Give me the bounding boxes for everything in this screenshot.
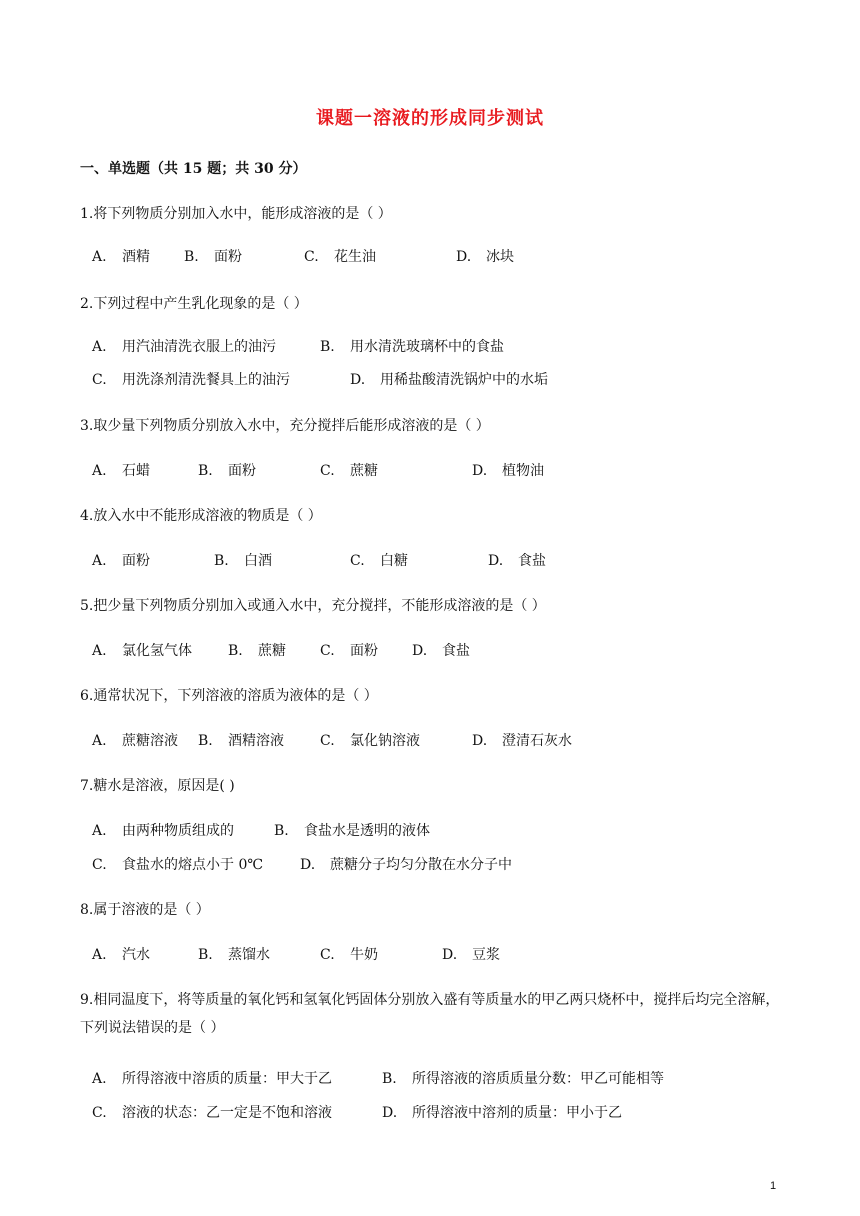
option-c: C. 白糖 — [350, 553, 408, 569]
option-c: C. 花生油 — [304, 249, 376, 265]
question-stem: 7.糖水是溶液，原因是( ) — [80, 778, 235, 794]
option-d: D. 豆浆 — [442, 947, 500, 963]
option-a: A. 用汽油清洗衣服上的油污 — [92, 339, 276, 355]
option-b: B. 所得溶液的溶质质量分数：甲乙可能相等 — [382, 1071, 664, 1087]
option-c: C. 用洗涤剂清洗餐具上的油污 — [92, 372, 290, 388]
option-a: A. 石蜡 — [92, 463, 150, 479]
option-row — [92, 640, 792, 660]
option-c: C. 蔗糖 — [320, 463, 378, 479]
option-d: D. 冰块 — [456, 249, 514, 265]
option-d: D. 蔗糖分子均匀分散在水分子中 — [300, 857, 512, 873]
option-row — [92, 369, 792, 389]
option-c: C. 氯化钠溶液 — [320, 733, 420, 749]
option-d: D. 食盐 — [412, 643, 470, 659]
question-stem: 5.把少量下列物质分别加入或通入水中，充分搅拌，不能形成溶液的是（ ） — [80, 598, 546, 614]
option-b: B. 蔗糖 — [228, 643, 286, 659]
option-d: D. 用稀盐酸清洗锅炉中的水垢 — [350, 372, 548, 388]
option-a: A. 氯化氢气体 — [92, 643, 192, 659]
option-row — [92, 336, 792, 356]
question-stem: 4.放入水中不能形成溶液的物质是（ ） — [80, 508, 322, 524]
option-b: B. 食盐水是透明的液体 — [274, 823, 430, 839]
option-row — [92, 460, 792, 480]
option-row — [92, 1102, 792, 1122]
option-d: D. 所得溶液中溶剂的质量：甲小于乙 — [382, 1105, 622, 1121]
question-stem: 6.通常状况下，下列溶液的溶质为液体的是（ ） — [80, 688, 378, 704]
option-b: B. 白酒 — [214, 553, 272, 569]
option-d: D. 澄清石灰水 — [472, 733, 572, 749]
option-c: C. 溶液的状态：乙一定是不饱和溶液 — [92, 1105, 332, 1121]
option-row — [92, 820, 792, 840]
option-a: A. 蔗糖溶液 — [92, 733, 178, 749]
option-row — [92, 944, 792, 964]
option-row — [92, 1068, 792, 1088]
section-heading: 一、单选题（共 15 题；共 30 分） — [80, 161, 307, 177]
question-stem: 8.属于溶液的是（ ） — [80, 902, 210, 918]
option-a: A. 由两种物质组成的 — [92, 823, 234, 839]
question-stem: 2.下列过程中产生乳化现象的是（ ） — [80, 296, 308, 312]
option-a: A. 酒精 — [92, 249, 150, 265]
option-a: A. 汽水 — [92, 947, 150, 963]
option-c: C. 食盐水的熔点小于 0℃ — [92, 857, 264, 873]
option-a: A. 所得溶液中溶质的质量：甲大于乙 — [92, 1071, 332, 1087]
option-b: B. 面粉 — [198, 463, 256, 479]
question-stem: 3.取少量下列物质分别放入水中，充分搅拌后能形成溶液的是（ ） — [80, 418, 490, 434]
option-row — [92, 730, 792, 750]
question-stem: 9.相同温度下，将等质量的氧化钙和氢氧化钙固体分别放入盛有等质量水的甲乙两只烧杯中，搅拌后均完全溶解，下列说法错误的是（ ） — [80, 992, 780, 1036]
option-a: A. 面粉 — [92, 553, 150, 569]
option-d: D. 食盐 — [488, 553, 546, 569]
option-b: B. 酒精溶液 — [198, 733, 284, 749]
option-b: B. 用水清洗玻璃杯中的食盐 — [320, 339, 504, 355]
page-title: 课题一溶液的形成同步测试 — [316, 108, 544, 129]
option-row — [92, 854, 792, 874]
option-c: C. 面粉 — [320, 643, 378, 659]
question-stem: 1.将下列物质分别加入水中，能形成溶液的是（ ） — [80, 206, 392, 222]
option-c: C. 牛奶 — [320, 947, 378, 963]
option-row — [92, 550, 792, 570]
page-number: 1 — [770, 1180, 777, 1192]
option-d: D. 植物油 — [472, 463, 544, 479]
option-row — [92, 246, 792, 266]
option-b: B. 面粉 — [184, 249, 242, 265]
option-b: B. 蒸馏水 — [198, 947, 270, 963]
